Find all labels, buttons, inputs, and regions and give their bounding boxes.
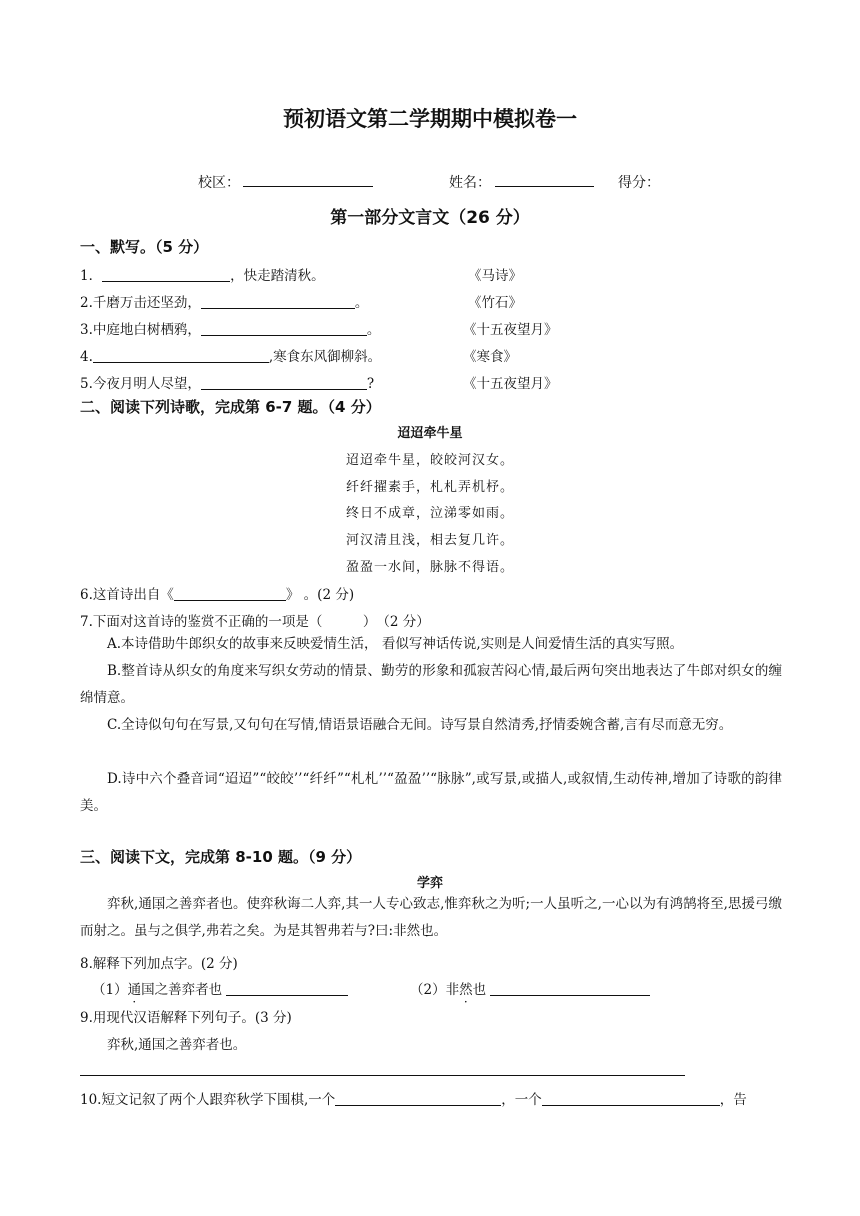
passage: [80, 891, 782, 945]
q10-text: 10.短文记叙了两个人跟弈秋学下围棋,一个: [80, 1092, 336, 1108]
question-6: [80, 583, 354, 603]
answer-blank[interactable]: [201, 294, 355, 309]
dotted-char: 通: [127, 982, 142, 998]
part-one-title: 第一部分文言文（26 分）: [330, 208, 530, 228]
dotted-char: 通: [138, 896, 152, 912]
answer-blank[interactable]: [93, 348, 269, 363]
section1-heading: 一、默写。（5 分）: [80, 238, 209, 256]
answer-blank[interactable]: [102, 267, 230, 282]
poem-line: 河汉清且浅，相去复几许。: [345, 533, 514, 548]
section2-heading: 二、阅读下列诗歌，完成第 6-7 题。（4 分）: [80, 398, 381, 416]
q8-1-prefix: （1）: [92, 982, 128, 998]
dictation-prefix: 5.今夜月明人尽望，: [80, 376, 201, 392]
dictation-suffix: ，快走踏清秋。: [230, 268, 325, 284]
page-title: 预初语文第二学期期中模拟卷一: [283, 107, 577, 131]
score-label: 得分：: [618, 175, 660, 191]
dictation-item-3: [80, 318, 380, 338]
dictation-item-5: [80, 372, 374, 392]
dictation-prefix: 3.中庭地白树栖鸦，: [80, 322, 201, 338]
answer-blank[interactable]: [226, 981, 348, 996]
poem-line: 纤纤擢素手，札札弄机杼。: [345, 480, 514, 495]
q10-text: ，告: [719, 1092, 747, 1108]
q8-1-text: 国之善弈者也: [141, 982, 223, 998]
question-6-prefix: 6.这首诗出自《: [80, 587, 174, 603]
dictation-item-2: [80, 291, 368, 311]
dictation-item-1: [80, 264, 325, 284]
q8-2-text: 也: [472, 982, 487, 998]
passage-text: 也。: [420, 923, 448, 939]
answer-line[interactable]: [80, 1075, 685, 1076]
dictation-prefix: 2.千磨万击还坚劲，: [80, 295, 201, 311]
option-c: C.全诗似句句在写景,又句句在写情,情语景语融合无间。诗写景自然清秀,抒情委婉含蓄,言有尽而意无穷。: [107, 717, 733, 733]
dictation-source: 《马诗》: [468, 268, 522, 284]
question-8-1: [92, 978, 348, 998]
dictation-source: 《竹石》: [468, 295, 522, 311]
answer-blank[interactable]: [201, 321, 367, 336]
poem-line: 终日不成章，泣涕零如雨。: [345, 506, 514, 521]
campus-label: 校区：: [198, 175, 240, 191]
dictation-prefix: 1．: [80, 268, 103, 284]
question-10: [80, 1088, 747, 1108]
answer-blank[interactable]: [542, 1091, 720, 1106]
question-7: 7.下面对这首诗的鉴赏不正确的一项是（ ） （2 分）: [80, 614, 430, 630]
question-8: 8.解释下列加点字。(2 分): [80, 956, 238, 972]
option-d: D.诗中六个叠音词“迢迢”“皎皎’’“纤纤”“札札’’“盈盈’’“脉脉”,或写景,或描人,或叙情,生动传神,增加了诗歌的韵律美。: [80, 771, 782, 814]
campus-field[interactable]: [243, 172, 373, 189]
answer-blank[interactable]: [490, 981, 650, 996]
dictation-source: 《十五夜望月》: [463, 322, 558, 338]
name-label: 姓名：: [449, 175, 491, 191]
question-9-sentence: 弈秋,通国之善弈者也。: [107, 1037, 247, 1053]
dictation-source: 《十五夜望月》: [463, 376, 558, 392]
question-9: 9.用现代汉语解释下列句子。(3 分): [80, 1010, 292, 1026]
answer-blank[interactable]: [174, 586, 286, 601]
option-a: A.本诗借助牛郎织女的故事来反映爱情生活， 看似写神话传说,实则是人间爱情生活的真实写照。: [107, 636, 684, 652]
dotted-char: 然: [459, 982, 473, 998]
dictation-suffix: 。: [366, 322, 381, 338]
name-field[interactable]: [495, 172, 594, 189]
dictation-suffix: ?: [366, 376, 375, 392]
q8-2-prefix: （2）非: [410, 982, 460, 998]
text-title: 学弈: [416, 876, 443, 891]
answer-blank[interactable]: [335, 1091, 501, 1106]
dictation-item-4: [80, 345, 381, 365]
answer-blank[interactable]: [201, 375, 367, 390]
dictation-suffix: 。: [354, 295, 369, 311]
dictation-source: 《寒食》: [463, 349, 517, 365]
poem-line: 盈盈一水间，脉脉不得语。: [345, 560, 514, 575]
passage-text: 弈秋,: [107, 896, 139, 912]
dotted-char: 然: [406, 923, 421, 939]
poem-title: 迢迢牵牛星: [397, 426, 463, 441]
section3-heading: 三、阅读下文，完成第 8-10 题。（9 分）: [80, 848, 362, 866]
poem-line: 迢迢牵牛星，皎皎河汉女。: [345, 453, 514, 468]
question-8-2: [410, 978, 650, 998]
dictation-prefix: 4.: [80, 349, 93, 365]
question-6-suffix: 》 。(2 分): [285, 587, 355, 603]
passage-text: 国之善弈者也。使弈秋诲二人弈,其一人专心致志,惟弈秋之为听;一人虽听之,一心以为有鸿鹄将至,思援弓缴而射之。虽与之俱学,弗若之矣。为是其智弗若与?曰:非: [80, 896, 783, 939]
option-b: B.整首诗从织女的角度来写织女劳动的情景、勤劳的形象和孤寂苦闷心情,最后两句突出地表达了牛郎对织女的缠绵情意。: [80, 663, 782, 706]
dictation-suffix: ,寒食东风御柳斜。: [268, 349, 382, 365]
q10-text: ，一个: [501, 1092, 542, 1108]
